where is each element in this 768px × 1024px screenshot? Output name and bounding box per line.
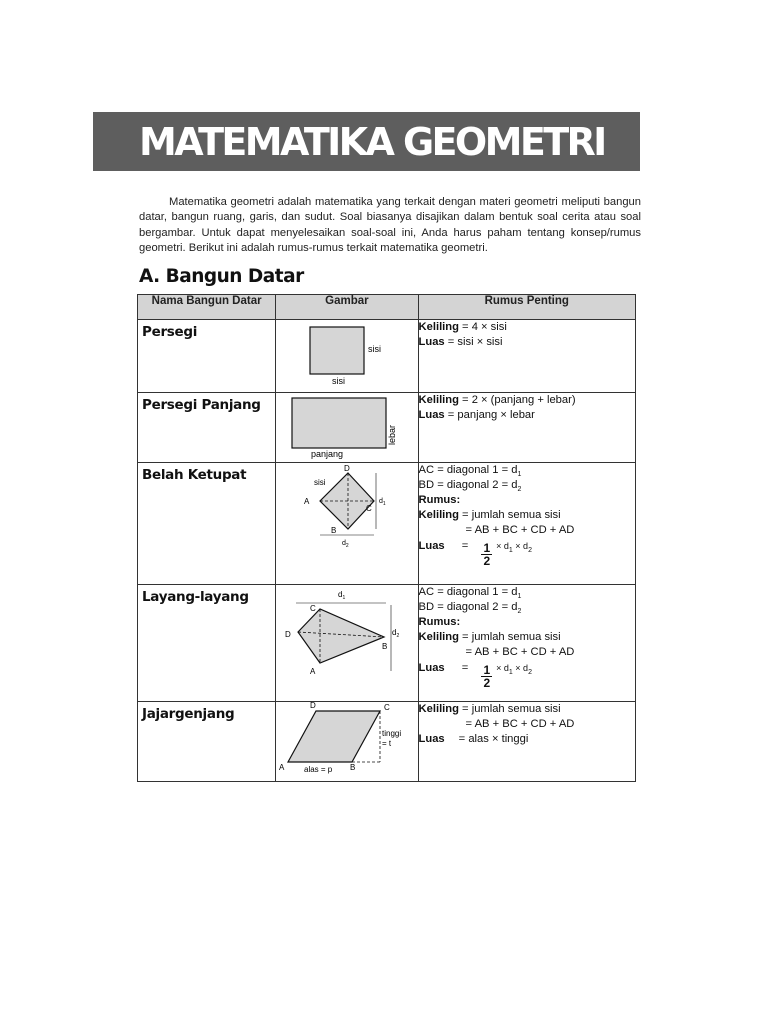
formula-cell bbox=[418, 702, 635, 782]
rhombus-figure bbox=[276, 463, 418, 584]
svg-text:C: C bbox=[310, 604, 317, 613]
svg-text:B: B bbox=[331, 526, 337, 535]
keliling-expansion: = AB + BC + CD + AD bbox=[465, 524, 575, 536]
svg-text:d1: $d_1$ bbox=[379, 498, 386, 507]
svg-text:D: D bbox=[344, 464, 351, 473]
svg-text:A: A bbox=[304, 497, 310, 506]
side-label: sisi bbox=[368, 344, 382, 354]
formula-cell: AC = diagonal $1 = d_1$ BD = diagonal $2 = d_2$ Rumus: Keliling = jumlah semua sisi = AB + BC + CD + AD Luas = $\frac{1}{2}$ $^{\times d_1 \times d_2}$ bbox=[418, 463, 635, 585]
svg-text:A: A bbox=[279, 763, 285, 772]
diagonal1: AC = diagonal 1 = d bbox=[418, 586, 518, 598]
table-row bbox=[138, 393, 636, 463]
svg-text:B: B bbox=[350, 763, 356, 772]
rumus-label: Rumus: bbox=[418, 616, 461, 628]
square-figure bbox=[276, 320, 418, 392]
document-page bbox=[93, 92, 645, 808]
keliling-label: Keliling bbox=[418, 394, 459, 406]
luas-label: Luas bbox=[418, 662, 445, 675]
table-row bbox=[138, 320, 636, 393]
keliling-formula: = jumlah semua sisi bbox=[458, 509, 561, 521]
keliling-label: Keliling bbox=[418, 631, 459, 643]
keliling-expansion: = AB + BC + CD + AD bbox=[465, 646, 575, 658]
shape-name: Layang-layang bbox=[142, 589, 249, 605]
shape-image bbox=[276, 320, 418, 393]
diagonal1: AC = diagonal 1 = d bbox=[418, 464, 518, 476]
section-title: A. Bangun Datar bbox=[139, 266, 304, 287]
title-bar bbox=[93, 112, 640, 171]
luas-label: Luas bbox=[418, 540, 445, 553]
header-image: Gambar bbox=[276, 295, 418, 320]
svg-text:sisi: sisi bbox=[314, 478, 326, 487]
svg-text:A: A bbox=[310, 667, 316, 676]
keliling-formula: = jumlah semua sisi bbox=[458, 703, 561, 715]
svg-text:D: D bbox=[310, 702, 317, 710]
svg-text:C: C bbox=[366, 504, 373, 513]
svg-text:= t: = t bbox=[382, 739, 392, 748]
intro-paragraph: Matematika geometri adalah matematika yang terkait dengan materi geometri meliputi bangun datar, bangun ruang, garis, dan sudut. Soal biasanya disajikan dalam bentuk soal cerita atau soal bergambar. Untuk dapat menyelesaikan soal-soal ini, Anda harus paham tentang konsep/rumus geometri. Berikut ini adalah rumus-rumus terkait matematika geometri. bbox=[139, 196, 641, 254]
shape-image bbox=[276, 393, 418, 463]
shape-image bbox=[276, 463, 418, 585]
geometry-table bbox=[137, 294, 636, 782]
svg-text:D: D bbox=[285, 630, 292, 639]
keliling-formula: = 4 × sisi bbox=[458, 321, 507, 333]
diagonal2: BD = diagonal 2 = d bbox=[418, 601, 518, 613]
header-name: Nama Bangun Datar bbox=[138, 295, 276, 320]
shape-image bbox=[276, 702, 418, 782]
shape-name: Belah Ketupat bbox=[142, 467, 247, 483]
table-row bbox=[138, 702, 636, 782]
keliling-label: Keliling bbox=[418, 509, 459, 521]
page-title: MATEMATIKA GEOMETRI bbox=[139, 120, 605, 164]
svg-text:d2: $d_2$ bbox=[342, 540, 349, 549]
svg-text:tinggi: tinggi bbox=[382, 729, 402, 738]
svg-text:C: C bbox=[384, 703, 391, 712]
rectangle-figure bbox=[276, 393, 418, 462]
shape-name: Persegi bbox=[142, 324, 198, 340]
luas-label: Luas bbox=[418, 336, 445, 348]
table-header-row bbox=[138, 295, 636, 320]
shape-name: Jajargenjang bbox=[142, 706, 235, 722]
diagonal2: BD = diagonal 2 = d bbox=[418, 479, 518, 491]
parallelogram-figure bbox=[276, 702, 418, 781]
keliling-label: Keliling bbox=[418, 703, 459, 715]
formula-cell bbox=[418, 393, 635, 463]
formula-cell bbox=[418, 320, 635, 393]
keliling-label: Keliling bbox=[418, 321, 459, 333]
table-row bbox=[138, 463, 636, 585]
keliling-expansion: = AB + BC + CD + AD bbox=[465, 718, 575, 730]
shape-image bbox=[276, 585, 418, 702]
svg-text:B: B bbox=[382, 642, 388, 651]
luas-label: Luas bbox=[418, 733, 445, 745]
luas-formula: = sisi × sisi bbox=[444, 336, 503, 348]
side-label: lebar bbox=[387, 424, 398, 445]
keliling-formula: = 2 × (panjang + lebar) bbox=[458, 394, 576, 406]
rumus-label: Rumus: bbox=[418, 494, 461, 506]
shape-name: Persegi Panjang bbox=[142, 397, 261, 413]
svg-text:d2: $d_2$ bbox=[392, 628, 400, 639]
svg-text:alas = p: alas = p bbox=[304, 765, 333, 774]
half-fraction: $\frac{1}{2}$ bbox=[483, 541, 491, 568]
svg-text:d1: $d_1$ bbox=[338, 590, 346, 601]
header-formula: Rumus Penting bbox=[418, 295, 635, 320]
luas-formula: = panjang × lebar bbox=[444, 409, 535, 421]
formula-cell: AC = diagonal $1 = d_1$ BD = diagonal $2 = d_2$ Rumus: Keliling = jumlah semua sisi = AB + BC + CD + AD Luas = $\frac{1}{2}$ $^{\times d_1 \times d_2}$ bbox=[418, 585, 635, 702]
keliling-formula: = jumlah semua sisi bbox=[458, 631, 561, 643]
kite-figure bbox=[276, 585, 418, 701]
half-fraction: $\frac{1}{2}$ bbox=[483, 663, 491, 690]
table-row bbox=[138, 585, 636, 702]
bottom-label: sisi bbox=[332, 376, 346, 386]
luas-formula: = alas × tinggi bbox=[458, 733, 529, 745]
luas-label: Luas bbox=[418, 409, 445, 421]
bottom-label: panjang bbox=[311, 449, 344, 459]
